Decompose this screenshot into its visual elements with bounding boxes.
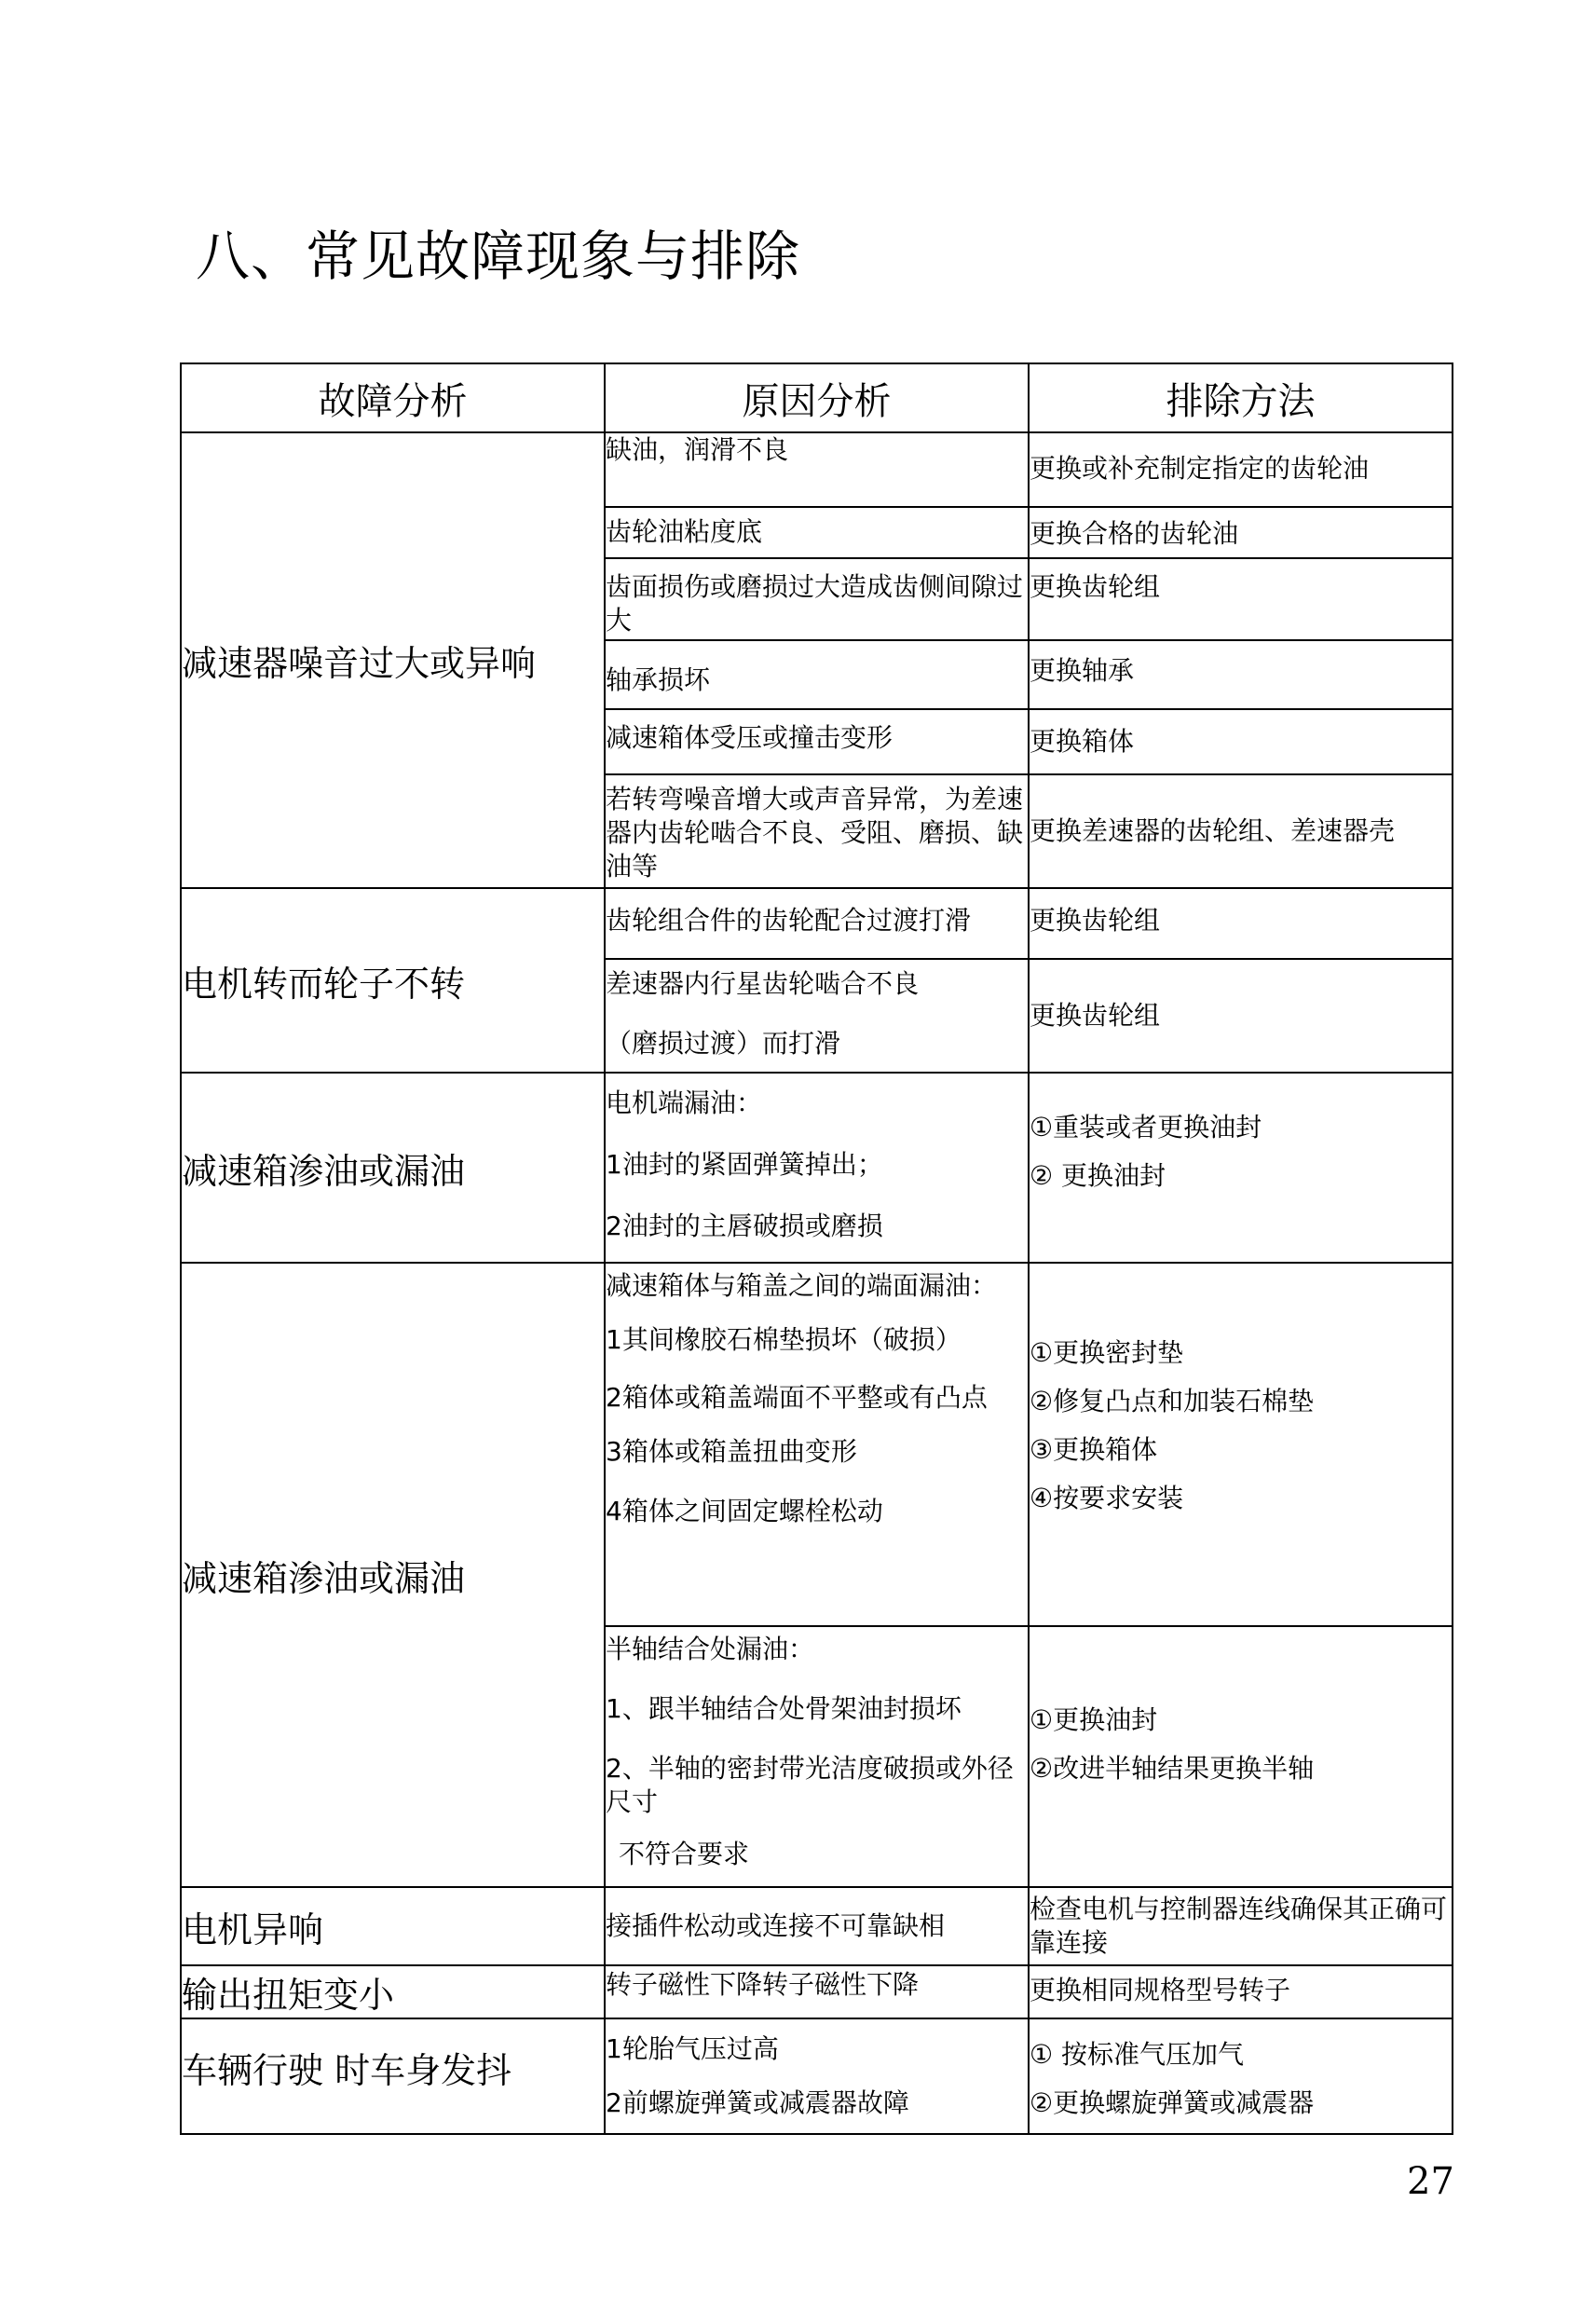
fix-line: ①更换密封垫 <box>1030 1337 1184 1368</box>
fault-cell: 车辆行驶 时车身发抖 <box>181 2018 605 2134</box>
cause-cell <box>605 1263 1029 1626</box>
cause-line: 2箱体或箱盖端面不平整或有凸点 <box>606 1382 988 1413</box>
page-title: 八、常见故障现象与排除 <box>196 225 801 288</box>
fix-cell: 更换相同规格型号转子 <box>1029 1965 1453 2018</box>
cause-cell: 齿轮组合件的齿轮配合过渡打滑 <box>605 888 1029 959</box>
fix-line: ②改进半轴结果更换半轴 <box>1030 1753 1315 1784</box>
fix-line: ②修复凸点和加装石棉垫 <box>1030 1386 1315 1416</box>
fault-cell: 减速器噪音过大或异响 <box>181 432 605 888</box>
cause-line: 2、半轴的密封带光洁度破损或外径尺寸 <box>606 1753 1014 1817</box>
cause-line: 减速箱体与箱盖之间的端面漏油： <box>606 1270 998 1301</box>
cause-line: 差速器内行星齿轮啮合不良 <box>606 968 920 999</box>
fix-cell <box>1029 1263 1453 1626</box>
fix-line: ④按要求安装 <box>1030 1483 1184 1513</box>
table-row <box>181 1263 1453 1626</box>
cause-cell: 轴承损坏 <box>605 640 1029 709</box>
cause-cell: 齿面损伤或磨损过大造成齿侧间隙过大 <box>605 558 1029 640</box>
cause-line: 不符合要求 <box>619 1839 750 1869</box>
fix-cell: 更换或补充制定指定的齿轮油 <box>1029 432 1453 507</box>
fix-cell: 更换齿轮组 <box>1029 558 1453 640</box>
fix-cell: 更换箱体 <box>1029 709 1453 774</box>
table-row <box>181 888 1453 959</box>
cause-line: 1其间橡胶石棉垫损坏（破损） <box>606 1324 962 1355</box>
fault-cell: 电机异响 <box>181 1887 605 1965</box>
fix-cell <box>1029 2018 1453 2134</box>
cause-line: 电机端漏油： <box>606 1088 763 1118</box>
cause-cell: 转子磁性下降转子磁性下降 <box>605 1965 1029 2018</box>
fix-line: ①重装或者更换油封 <box>1030 1112 1262 1142</box>
table-row <box>181 1887 1453 1965</box>
fix-cell: 更换齿轮组 <box>1029 959 1453 1073</box>
cause-cell: 若转弯噪音增大或声音异常，为差速器内齿轮啮合不良、受阻、磨损、缺油等 <box>605 774 1029 888</box>
cause-cell: 齿轮油粘度底 <box>605 507 1029 558</box>
fix-cell <box>1029 1626 1453 1887</box>
fix-line: ②更换螺旋弹簧或减震器 <box>1030 2087 1315 2118</box>
table-row <box>181 2018 1453 2134</box>
fix-cell: 更换差速器的齿轮组、差速器壳 <box>1029 774 1453 888</box>
cause-cell: 减速箱体受压或撞击变形 <box>605 709 1029 774</box>
cause-line: 1轮胎气压过高 <box>606 2033 779 2064</box>
fault-cell: 减速箱渗油或漏油 <box>181 1073 605 1263</box>
fix-cell: 检查电机与控制器连线确保其正确可靠连接 <box>1029 1887 1453 1965</box>
page-number: 27 <box>1407 2160 1454 2203</box>
cause-cell <box>605 1073 1029 1263</box>
cause-cell: 接插件松动或连接不可靠缺相 <box>605 1887 1029 1965</box>
cause-cell <box>605 1626 1029 1887</box>
table-row <box>181 1073 1453 1263</box>
cause-cell <box>605 959 1029 1073</box>
fix-line: ② 更换油封 <box>1030 1160 1166 1191</box>
fault-cell: 电机转而轮子不转 <box>181 888 605 1073</box>
fix-cell: 更换轴承 <box>1029 640 1453 709</box>
cause-line: （磨损过渡）而打滑 <box>606 1028 841 1059</box>
table-row <box>181 1965 1453 2018</box>
cause-line: 4箱体之间固定螺栓松动 <box>606 1496 883 1526</box>
cause-line: 1、跟半轴结合处骨架油封损坏 <box>606 1693 962 1724</box>
cause-line: 半轴结合处漏油： <box>606 1634 815 1664</box>
fix-cell: 更换合格的齿轮油 <box>1029 507 1453 558</box>
table-header-row <box>181 363 1453 432</box>
cause-line: 3箱体或箱盖扭曲变形 <box>606 1436 857 1467</box>
cause-line: 2油封的主唇破损或磨损 <box>606 1211 883 1241</box>
fix-line: ①更换油封 <box>1030 1704 1158 1735</box>
fault-table <box>180 363 1453 2135</box>
header-fault: 故障分析 <box>181 363 605 432</box>
cause-line: 1油封的紧固弹簧掉出； <box>606 1149 883 1180</box>
fix-line: ① 按标准气压加气 <box>1030 2039 1245 2070</box>
fix-cell: 更换齿轮组 <box>1029 888 1453 959</box>
fix-line: ③更换箱体 <box>1030 1434 1158 1465</box>
fix-cell <box>1029 1073 1453 1263</box>
fault-cell: 输出扭矩变小 <box>181 1965 605 2018</box>
header-fix: 排除方法 <box>1029 363 1453 432</box>
fault-cell: 减速箱渗油或漏油 <box>181 1263 605 1887</box>
cause-cell: 缺油，润滑不良 <box>605 432 1029 507</box>
header-cause: 原因分析 <box>605 363 1029 432</box>
cause-cell <box>605 2018 1029 2134</box>
table-row <box>181 432 1453 507</box>
cause-line: 2前螺旋弹簧或减震器故障 <box>606 2087 909 2118</box>
